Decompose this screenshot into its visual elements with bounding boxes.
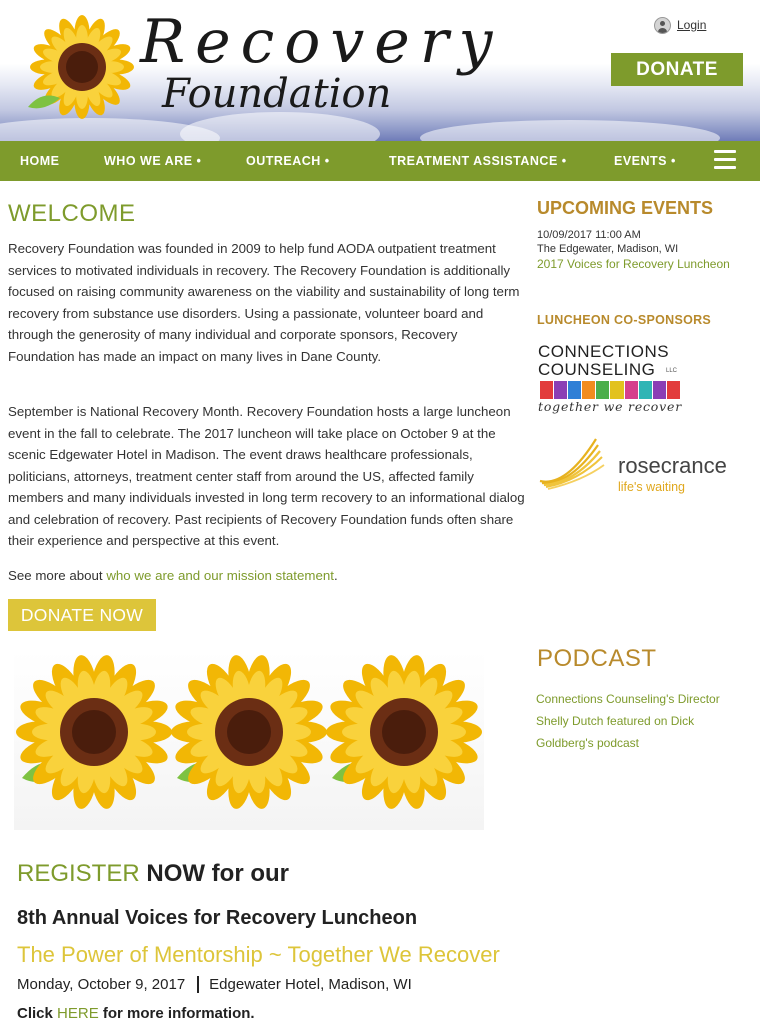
cc-logo-line1: CONNECTIONS (538, 342, 670, 361)
welcome-paragraph-2: September is National Recovery Month. Recovery Foundation hosts a large luncheon event in the fall to celebrate. The 2017 luncheon will take place on October 9 at the scenic Edgewater Hotel in Madison. The event draws healthcare professionals, politicians, attorneys, treatment center staff from around the US, affected family members and many individuals invested in long term recovery to an informational dialog and celebration of recovery. Past recipients of Recovery Foundation funds often share their experience and perspective at this event. (8, 404, 525, 548)
divider (197, 976, 199, 993)
register-heading (17, 860, 289, 888)
cc-logo-tagline: together we recover (538, 399, 682, 414)
nav-treatment-assistance[interactable]: TREATMENT ASSISTANCE • (389, 154, 567, 168)
see-more-suffix: . (333, 568, 338, 583)
see-more-prefix: See more about (8, 568, 107, 583)
click-prefix: Click (17, 1005, 58, 1022)
user-icon (654, 17, 671, 34)
donate-now-button[interactable]: DONATE NOW (8, 599, 156, 631)
site-header (0, 0, 760, 141)
rosecrance-logo[interactable] (536, 435, 756, 497)
main-nav (0, 141, 760, 181)
luncheon-theme: The Power of Mentorship ~ Together We Recover (17, 942, 500, 967)
rosecrance-swoosh-icon (536, 435, 610, 495)
welcome-heading: WELCOME (8, 200, 136, 227)
event-location: The Edgewater, Madison, WI (537, 243, 679, 255)
event-datetime: 10/09/2017 11:00 AM (537, 229, 641, 241)
puzzle-pieces-icon (540, 381, 680, 399)
luncheon-date: Monday, October 9, 2017 (17, 976, 186, 993)
more-info-line (17, 1005, 255, 1022)
register-now-text: NOW for our (139, 860, 289, 887)
podcast-link-line-2[interactable]: Shelly Dutch featured on Dick (536, 714, 695, 728)
podcast-link-line-3[interactable]: Goldberg's podcast (536, 736, 640, 750)
welcome-paragraph-1: Recovery Foundation was founded in 2009 to help fund AODA outpatient treatment services to motivated individuals in recovery. The Recovery Foundation is additionally focused on raising community awareness on the viability and sustainability of long term recovery from substance use disorders. Using a passionate, volunteer board and through the generosity of many individual and corporate sponsors, Recovery Foundation has made an impact on many lives in Dane County. (8, 241, 520, 364)
sunflowers-image (14, 650, 484, 830)
nav-outreach[interactable]: OUTREACH • (246, 154, 330, 168)
sunflower-logo-icon[interactable] (20, 12, 138, 122)
cc-logo-llc: LLC (666, 368, 678, 374)
donate-button[interactable]: DONATE (611, 53, 743, 86)
luncheon-date-venue (17, 976, 412, 993)
podcast-link-line-1[interactable]: Connections Counseling's Director (536, 692, 720, 706)
see-more-line (8, 565, 526, 587)
podcast-heading: PODCAST (537, 645, 657, 672)
mission-statement-link[interactable]: who we are and our mission statement (106, 568, 334, 583)
hamburger-icon[interactable] (714, 150, 736, 170)
register-word: REGISTER (17, 860, 140, 887)
click-suffix: for more information. (98, 1005, 255, 1022)
luncheon-title: 8th Annual Voices for Recovery Luncheon (17, 907, 418, 929)
here-link[interactable]: HERE (57, 1005, 99, 1022)
luncheon-venue: Edgewater Hotel, Madison, WI (209, 976, 412, 993)
connections-counseling-logo[interactable] (538, 343, 688, 415)
logo-subtitle[interactable]: Foundation (162, 71, 392, 117)
nav-who-we-are[interactable]: WHO WE ARE • (104, 154, 202, 168)
rosecrance-name: rosecrance (618, 453, 727, 478)
logo-title[interactable]: Recovery (140, 7, 503, 77)
upcoming-events-heading: UPCOMING EVENTS (537, 198, 714, 218)
login-label: Login (677, 18, 707, 32)
rosecrance-tagline: life's waiting (618, 480, 685, 494)
login-link[interactable] (654, 16, 706, 34)
nav-home[interactable]: HOME (20, 154, 60, 168)
cc-logo-line2: COUNSELING (538, 360, 656, 379)
event-link[interactable]: 2017 Voices for Recovery Luncheon (537, 257, 730, 271)
nav-events[interactable]: EVENTS • (614, 154, 676, 168)
cosponsors-heading: LUNCHEON CO-SPONSORS (537, 313, 712, 327)
